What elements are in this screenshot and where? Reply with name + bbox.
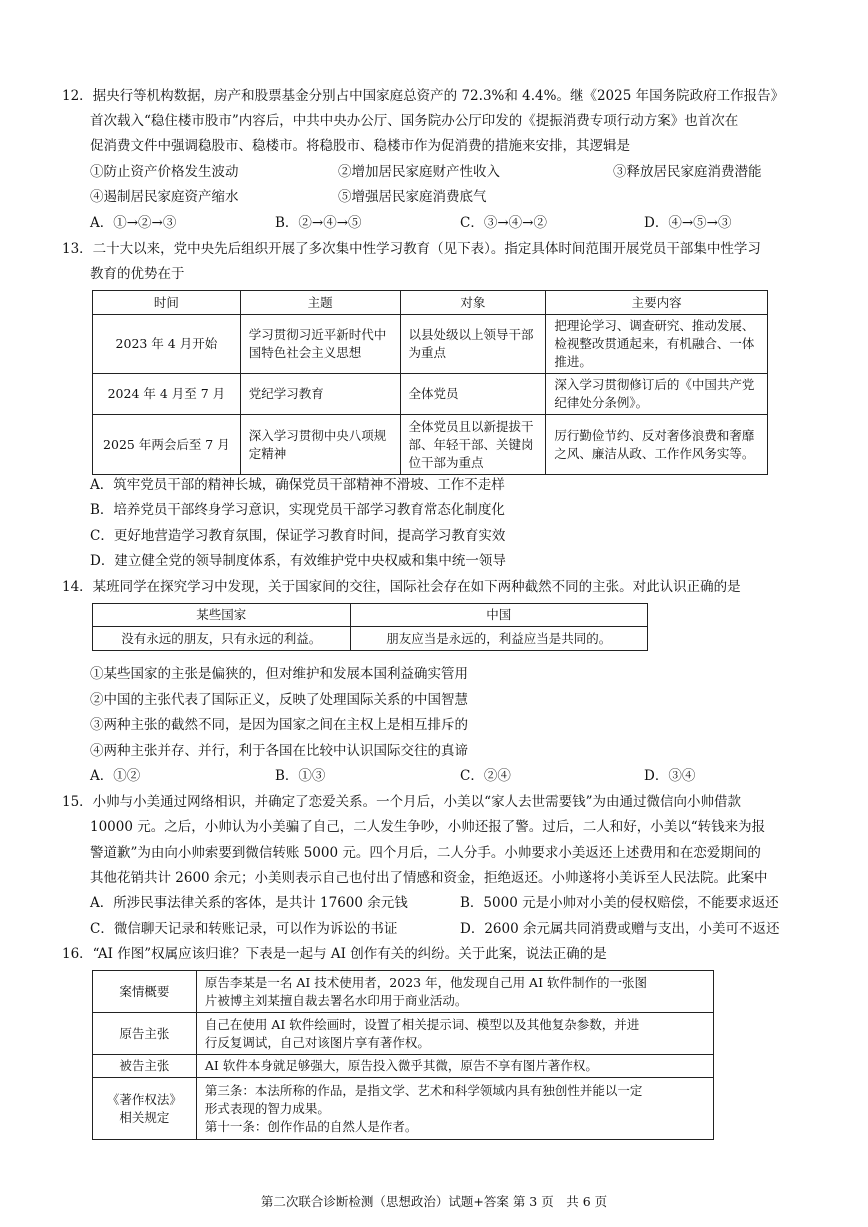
q16-law-line-2: 形式表现的智力成果。 xyxy=(204,1100,330,1116)
q14-option-d[interactable]: D．③④ xyxy=(644,768,696,784)
q12-item-3: ③释放居民家庭消费潜能 xyxy=(613,164,762,180)
q13-header-content: 主要内容 xyxy=(546,291,768,315)
q16-law-line-1: 第三条：本法所称的作品，是指文学、艺术和科学领域内具有独创性并能以一定 xyxy=(204,1082,643,1098)
table-row xyxy=(93,315,768,374)
q13-line-2: 教育的优势在于 xyxy=(90,266,185,282)
q14-item-3: ③两种主张的截然不同，是因为国家之间在主权上是相互排斥的 xyxy=(90,717,468,733)
q16-label-defendant: 被告主张 xyxy=(93,1055,197,1078)
table-cell: 深入学习贯彻中央八项规定精神 xyxy=(240,415,400,475)
q15-option-c[interactable]: C．微信聊天记录和转账记录，可以作为诉讼的书证 xyxy=(90,921,398,937)
q15-option-b[interactable]: B．5000 元是小帅对小美的侵权赔偿，不能要求返还 xyxy=(460,895,779,911)
q16-law-subtitle: 相关规定 xyxy=(119,1109,170,1125)
q12-option-b[interactable]: B．②→④→⑤ xyxy=(275,215,362,231)
q14-line-1: 14．某班同学在探究学习中发现，关于国家间的交往，国际社会存在如下两种截然不同的主张。对此认识正确的是 xyxy=(62,579,741,595)
q12-item-5: ⑤增强居民家庭消费底气 xyxy=(338,189,487,205)
table-row xyxy=(93,415,768,475)
q16-plaintiff-line-2: 行反复调试，自己对该图片享有著作权。 xyxy=(204,1034,430,1050)
q16-plaintiff-line-1: 自己在使用 AI 软件绘画时，设置了相关提示词、模型以及其他复杂参数，并进 xyxy=(204,1016,640,1032)
q15-line-3: 警道歉”为由向小帅索要到微信转账 5000 元。四个月后，二人分手。小帅要求小美返还上述费用和在恋爱期间的 xyxy=(90,845,761,861)
q12-line-2: 首次载入“稳住楼市股市”内容后，中共中央办公厅、国务院办公厅印发的《提振消费专项行动方案》也首次在 xyxy=(90,113,739,129)
q13-option-d[interactable]: D．建立健全党的领导制度体系，有效维护党中央权威和集中统一领导 xyxy=(90,553,506,569)
table-cell: 没有永远的朋友，只有永远的利益。 xyxy=(93,627,351,651)
table-row xyxy=(93,374,768,415)
table-cell xyxy=(196,1013,713,1055)
q16-label-case: 案情概要 xyxy=(93,971,197,1013)
q13-header-time: 时间 xyxy=(93,291,241,315)
q15-option-a[interactable]: A．所涉民事法律关系的客体，是共计 17600 余元钱 xyxy=(90,895,408,911)
q15-option-d[interactable]: D．2600 余元属共同消费或赠与支出，小美可不返还 xyxy=(460,921,780,937)
q13-option-b[interactable]: B．培养党员干部终身学习意识，实现党员干部学习教育常态化制度化 xyxy=(90,502,505,518)
q14-item-4: ④两种主张并存、并行，利于各国在比较中认识国际交往的真谛 xyxy=(90,743,468,759)
table-cell: 深入学习贯彻修订后的《中国共产党纪律处分条例》。 xyxy=(546,374,768,415)
q12-line-3: 促消费文件中强调稳股市、稳楼市。将稳股市、稳楼市作为促消费的措施来安排，其逻辑是 xyxy=(90,138,630,154)
table-cell xyxy=(196,971,713,1013)
q16-case-line-2: 片被博主刘某擅自裁去署名水印用于商业活动。 xyxy=(204,992,468,1008)
q14-table xyxy=(92,603,648,651)
q12-option-d[interactable]: D．④→⑤→③ xyxy=(644,215,732,231)
table-row xyxy=(93,1078,714,1140)
table-cell: 朋友应当是永远的，利益应当是共同的。 xyxy=(350,627,647,651)
table-cell: 党纪学习教育 xyxy=(240,374,400,415)
table-row xyxy=(93,971,714,1013)
q12-item-4: ④遏制居民家庭资产缩水 xyxy=(90,189,239,205)
q14-item-2: ②中国的主张代表了国际正义，反映了处理国际关系的中国智慧 xyxy=(90,692,468,708)
q13-option-a[interactable]: A．筑牢党员干部的精神长城，确保党员干部精神不滑坡、工作不走样 xyxy=(90,477,505,493)
q16-law-title: 《著作权法》 xyxy=(106,1091,182,1107)
table-cell: 学习贯彻习近平新时代中国特色社会主义思想 xyxy=(240,315,400,374)
table-row xyxy=(93,627,648,651)
table-cell: 2023 年 4 月开始 xyxy=(93,315,241,374)
table-row xyxy=(93,1055,714,1078)
q16-law-line-3: 第十一条：创作作品的自然人是作者。 xyxy=(204,1118,418,1134)
q12-option-a[interactable]: A．①→②→③ xyxy=(90,215,177,231)
q14-option-a[interactable]: A．①② xyxy=(90,768,141,784)
q12-line-1: 12．据央行等机构数据，房产和股票基金分别占中国家庭总资产的 72.3%和 4.4%。继《2025 年国务院政府工作报告》 xyxy=(62,88,785,104)
q12-item-2: ②增加居民家庭财产性收入 xyxy=(338,164,500,180)
q15-line-1: 15．小帅与小美通过网络相识，并确定了恋爱关系。一个月后，小美以“家人去世需要钱”为由通过微信向小帅借款 xyxy=(62,794,741,810)
q14-option-c[interactable]: C．②④ xyxy=(460,768,511,784)
q13-line-1: 13．二十大以来，党中央先后组织开展了多次集中性学习教育（见下表）。指定具体时间范围开展党员干部集中性学习 xyxy=(62,241,761,257)
q16-table xyxy=(92,970,714,1140)
table-cell xyxy=(196,1078,713,1140)
q14-header-some-countries: 某些国家 xyxy=(93,604,351,627)
table-cell: AI 软件本身就足够强大，原告投入微乎其微，原告不享有图片著作权。 xyxy=(196,1055,713,1078)
q12-item-1: ①防止资产价格发生波动 xyxy=(90,164,239,180)
table-cell: 厉行勤俭节约、反对奢侈浪费和奢靡之风、廉洁从政、工作作风务实等。 xyxy=(546,415,768,475)
table-cell: 2025 年两会后至 7 月 xyxy=(93,415,241,475)
q14-item-1: ①某些国家的主张是偏狭的，但对维护和发展本国利益确实管用 xyxy=(90,666,468,682)
q13-header-target: 对象 xyxy=(400,291,546,315)
q16-label-law xyxy=(93,1078,197,1140)
q13-header-theme: 主题 xyxy=(240,291,400,315)
q12-option-c[interactable]: C．③→④→② xyxy=(460,215,547,231)
q14-option-b[interactable]: B．①③ xyxy=(275,768,326,784)
table-cell: 以县处级以上领导干部为重点 xyxy=(400,315,546,374)
q14-header-china: 中国 xyxy=(350,604,647,627)
page-footer: 第二次联合诊断检测（思想政治）试题+答案 第 3 页 共 6 页 xyxy=(260,1194,608,1209)
q16-label-plaintiff: 原告主张 xyxy=(93,1013,197,1055)
q16-line-1: 16．“AI 作图”权属应该归谁？下表是一起与 AI 创作有关的纠纷。关于此案，说法正确的是 xyxy=(62,946,607,962)
table-cell: 把理论学习、调查研究、推动发展、检视整改贯通起来，有机融合、一体推进。 xyxy=(546,315,768,374)
q13-option-c[interactable]: C．更好地营造学习教育氛围，保证学习教育时间，提高学习教育实效 xyxy=(90,528,506,544)
q16-case-line-1: 原告李某是一名 AI 技术使用者，2023 年，他发现自己用 AI 软件制作的一张图 xyxy=(204,974,647,990)
q15-line-2: 10000 元。之后，小帅认为小美骗了自己，二人发生争吵，小帅还报了警。过后，二人和好，小美以“转钱来为报 xyxy=(90,819,766,835)
q13-table xyxy=(92,290,768,475)
table-row xyxy=(93,1013,714,1055)
table-cell: 2024 年 4 月至 7 月 xyxy=(93,374,241,415)
table-cell: 全体党员且以新提拔干部、年轻干部、关键岗位干部为重点 xyxy=(400,415,546,475)
table-cell: 全体党员 xyxy=(400,374,546,415)
q15-line-4: 其他花销共计 2600 余元；小美则表示自己也付出了情感和资金，拒绝返还。小帅遂将小美诉至人民法院。此案中 xyxy=(90,870,768,886)
